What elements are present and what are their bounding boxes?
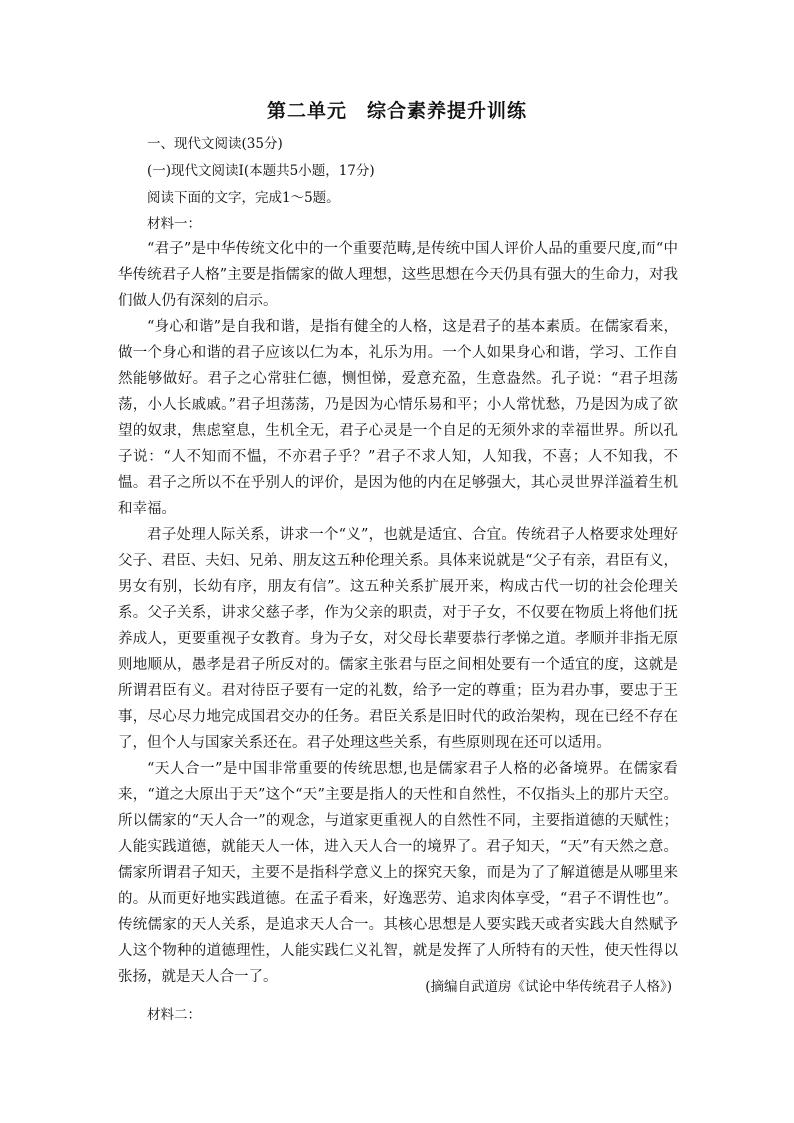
instruction-text: 阅读下面的文字，完成1～5题。	[147, 190, 340, 206]
passage-body	[118, 236, 678, 990]
paragraph: “身心和谐”是自我和谐，是指有健全的人格，这是君子的基本素质。在儒家看来，做一个身心和谐的君子应该以仁为本，礼乐为用。一个人如果身心和谐，学习、工作自然能够做好。君子之心常驻仁德，恻怛悌，爱意充盈，生意盎然。孔子说：“君子坦荡荡，小人长戚戚。”君子坦荡荡，乃是因为心情乐易和平；小人常忧愁，乃是因为成了欲望的奴隶，焦虑窒息，生机全无，君子心灵是一个自足的无须外求的幸福世界。所以孔子说：“人不知而不愠，不亦君子乎？”君子不求人知，人知我，不喜；人不知我，不愠。君子之所以不在乎别人的评价，是因为他的内在足够强大，其心灵世界洋溢着生机和幸福。	[118, 319, 678, 517]
paragraph: “天人合一”是中国非常重要的传统思想,也是儒家君子人格的必备境界。在儒家看来，“道之大原出于天”这个“天”主要是指人的天性和自然性，不仅指头上的那片天空。所以儒家的“天人合一”的观念，与道家更重视人的自然性不同，主要指道德的天赋性；人能实践道德，就能天人一体，进入天人合一的境界了。君子知天，“天”有天然之意。儒家所谓君子知天，主要不是指科学意义上的探究天象，而是为了了解道德是从哪里来的。从而更好地实践道德。在孟子看来，好逸恶劳、追求肉体享受，“君子不谓性也”。传统儒家的天人关系，是追求天人合一。其核心思想是人要实践天或者实践大自然赋予人这个物种的道德理性，人能实践仁义礼智，就是发挥了人所特有的天性，使天性得以张扬，就是天人合一了。	[118, 761, 678, 985]
material-one-label: 材料一：	[147, 216, 201, 232]
subsection-heading: (一)现代文阅读Ⅰ(本题共5小题，17分)	[147, 163, 375, 179]
page-title: 第二单元 综合素养提升训练	[266, 100, 527, 122]
section-heading: 一、现代文阅读(35分)	[147, 136, 283, 152]
paragraph: “君子”是中华传统文化中的一个重要范畴,是传统中国人评价人品的重要尺度,而“中华传统君子人格”主要是指儒家的做人理想，这些思想在今天仍具有强大的生命力，对我们做人仍有深刻的启示。	[118, 241, 678, 309]
paragraph: 君子处理人际关系，讲求一个“义”，也就是适宜、合宜。传统君子人格要求处理好父子、君臣、夫妇、兄弟、朋友这五种伦理关系。具体来说就是“父子有亲，君臣有义，男女有别，长幼有序，朋友有信”。这五种关系扩展开来，构成古代一切的社会伦理关系。父子关系，讲求父慈子孝，作为父亲的职责，对于子女，不仅要在物质上将他们抚养成人，更要重视子女教育。身为子女，对父母长辈要恭行孝悌之道。孝顺并非指无原则地顺从，愚孝是君子所反对的。儒家主张君与臣之间相处要有一个适宜的度，这就是所谓君臣有义。君对待臣子要有一定的礼数，给予一定的尊重；臣为君办事，要忠于王事，尽心尽力地完成国君交办的任务。君臣关系是旧时代的政治架构，现在已经不存在了，但个人与国家关系还在。君子处理这些关系，有些原则现在还可以适用。	[118, 527, 678, 751]
material-two-label: 材料二：	[147, 1007, 201, 1023]
source-citation: (摘编自武道房《试论中华传统君子人格》)	[425, 979, 672, 995]
